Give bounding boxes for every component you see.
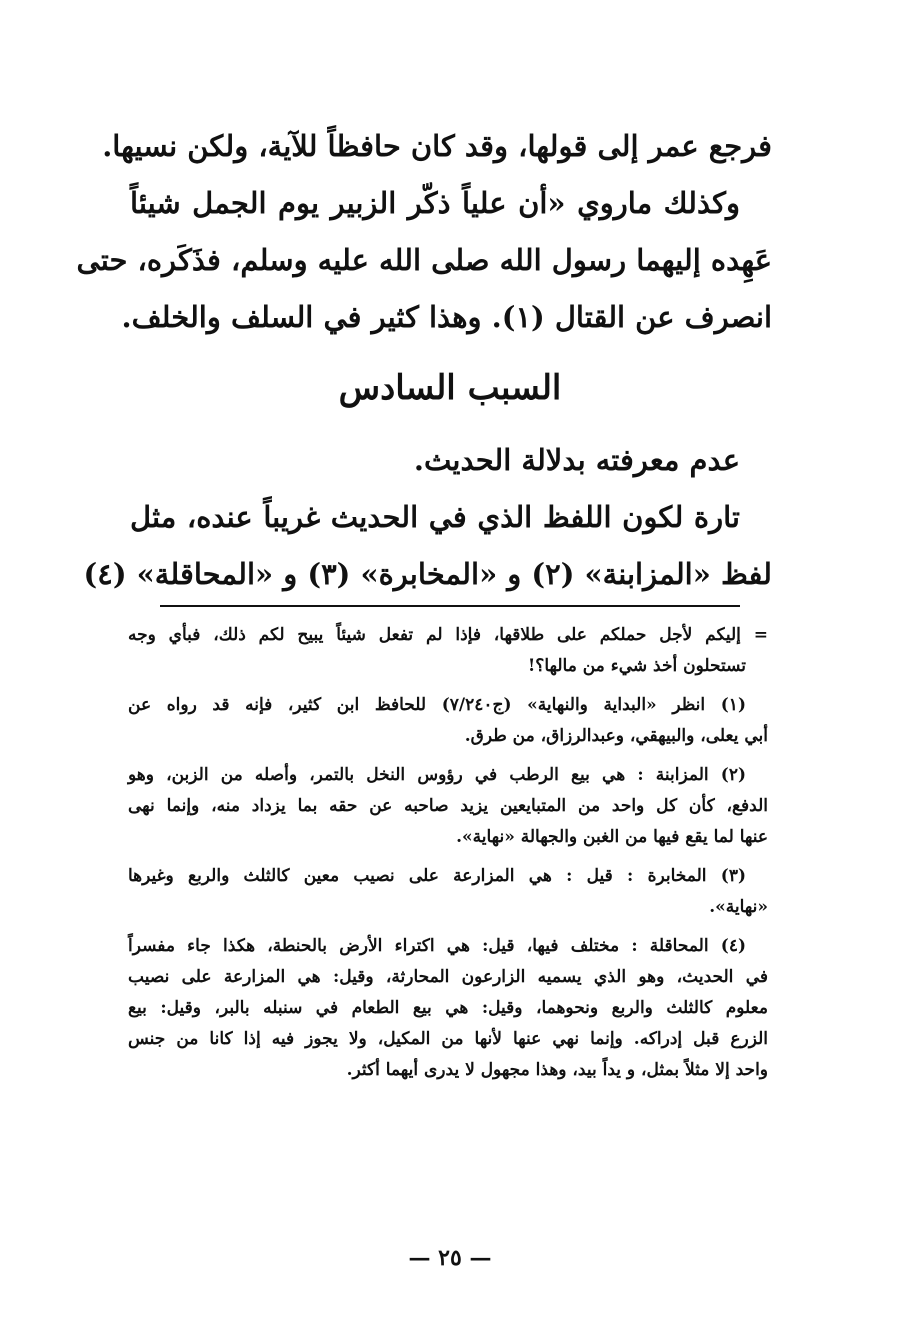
footnote-line: «نهاية». [709, 897, 768, 917]
main-line-2: وكذلك ماروي «أن علياً ذكّر الزبير يوم الجمل شيئاً [130, 186, 740, 220]
main-line-1: فرجع عمر إلى قولها، وقد كان حافظاً للآية، ولكن نسيها. [102, 129, 772, 163]
footnote-2 [128, 760, 768, 853]
footnote-line: الدفع، كأن كل واحد من المتبايعين يزيد صاحبه عن حقه بما يزداد منه، وإنما نهى [128, 796, 768, 816]
footnote-divider [160, 605, 740, 607]
footnote-line: أبي يعلى، والبيهقي، وعبدالرزاق، من طرق. [464, 726, 768, 746]
footnote-line: = إليكم لأجل حملكم على طلاقها، فإذا لم تفعل شيئاً يبيح لكم ذلك، فبأي وجه [128, 625, 768, 645]
footnote-line: الزرع قبل إدراكه. وإنما نهي عنها لأنها من المكيل، ولا يجوز فيه إذا كانا من جنس [128, 1029, 768, 1049]
footnote-line: في الحديث، وهو الذي يسميه الزارعون المحارثة، وقيل: هي المزارعة على نصيب [128, 967, 768, 987]
footnote-1 [128, 690, 768, 752]
footnote-line: عنها لما يقع فيها من الغبن والجهالة «نهاية». [456, 827, 768, 847]
section-line-3: لفظ «المزابنة» (٢) و «المخابرة» (٣) و «المحاقلة» (٤) [83, 557, 772, 591]
section-line-2: تارة لكون اللفظ الذي في الحديث غريباً عنده، مثل [130, 500, 740, 534]
footnote-4 [128, 931, 768, 1086]
footnote-3 [128, 861, 768, 923]
page-number: — ٢٥ — [408, 1245, 492, 1271]
main-line-3: عَهِده إليهما رسول الله صلى الله عليه وسلم، فذَكَره، حتى [76, 243, 772, 277]
footnote-line: (١) انظر «البداية والنهاية» (ج٧/٢٤٠) للحافظ ابن كثير، فإنه قد رواه عن [128, 695, 746, 715]
section-heading: السبب السادس [338, 368, 562, 408]
footnote-line: واحد إلا مثلاً بمثل، و يداً بيد، وهذا مجهول لا يدرى أيهما أكثر. [346, 1060, 768, 1080]
footnote-continuation [128, 620, 768, 682]
main-paragraph [76, 118, 772, 346]
footnote-line: (٤) المحاقلة : مختلف فيها، قيل: هي اكتراء الأرض بالحنطة، هكذا جاء مفسراً [128, 936, 746, 956]
footnote-line: تستحلون أخذ شيء من مالها؟! [527, 656, 746, 676]
footnote-line: (٣) المخابرة : قيل : هي المزارعة على نصيب معين كالثلث والربع وغيرها [128, 866, 746, 886]
main-line-4: انصرف عن القتال (١). وهذا كثير في السلف والخلف. [121, 300, 772, 334]
section-line-1: عدم معرفته بدلالة الحديث. [413, 443, 740, 477]
section-paragraph [83, 432, 772, 603]
footnote-line: معلوم كالثلث والربع ونحوهما، وقيل: هي بيع الطعام في سنبله بالبر، وقيل: بيع [128, 998, 768, 1018]
footnote-line: (٢) المزابنة : هي بيع الرطب في رؤوس النخل بالتمر، وأصله من الزبن، وهو [128, 765, 746, 785]
footnotes [128, 620, 768, 1094]
